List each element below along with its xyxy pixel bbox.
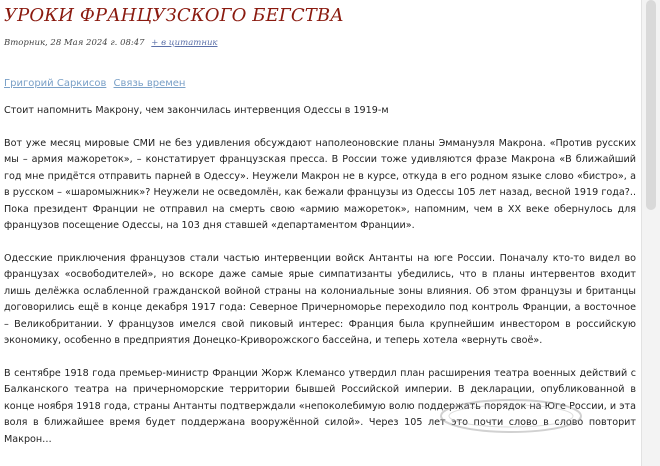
vertical-scrollbar[interactable]	[641, 0, 660, 466]
author-line	[4, 78, 185, 89]
post-title: УРОКИ ФРАНЦУЗСКОГО БЕГСТВА	[4, 5, 344, 26]
column-link[interactable]: Связь времен	[113, 78, 186, 89]
article-paragraph: В сентябре 1918 года премьер-министр Франции Жорж Клемансо утвердил план расширения театра военных действий с Балканского театра на причерноморские территории бывшей Российской империи. В декларации, опубликованной в конце ноября 1918 года, страны Антанты подтверждали «непоколебимую волю поддержать порядок на Юге России, и эта воля в ближайшее время будет поддержана вооружённой силой». Через 105 лет это почти слово в слово повторит Макрон…	[4, 367, 636, 445]
add-to-quotes-link[interactable]: + в цитатник	[151, 38, 218, 48]
scrollbar-thumb[interactable]	[646, 0, 656, 210]
article-paragraph: Одесские приключения французов стали частью интервенции войск Антанты на юге России. Поначалу кто-то видел во французах «освободителей», но вскоре даже самые ярые симпатизанты убедились, что в планы интервентов входит лишь делёжка ослабленной гражданской войной страны на колониальные зоны влияния. Об этом французы и британцы договорились ещё в конце декабря 1917 года: Северное Причерноморье переходило под контроль Франции, а восточное – Великобритании. У французов имелся свой пиковый интерес: Франция была крупнейшим инвестором в российскую экономику, особенно в предприятия Донецко-Криворожского бассейна, и теперь хотела «вернуть своё».	[4, 252, 636, 346]
article-lead: Стоит напомнить Макрону, чем закончилась интервенция Одессы в 1919-м	[4, 105, 389, 116]
article-paragraph: Вот уже месяц мировые СМИ не без удивления обсуждают наполеоновские планы Эммануэля Макрона. «Против русских мы – армия мажореток», – констатирует французская пресса. В России тоже удивляются фразе Макрона «В ближайший год мне придётся отправить парней в Одессу». Неужели Макрон не в курсе, откуда в его родном языке слово «бистро», а в русском – «шаромыжник»? Неужели не осведомлён, как бежали французы из Одессы 105 лет назад, весной 1919 года?.. Пока президент Франции не отправил на смерть свою «армию мажореток», напомним, чем в XX веке обернулось для французов посещение Одессы, на 103 дня ставшей «департаментом Франции».	[4, 137, 636, 231]
article-body	[4, 103, 636, 464]
author-link[interactable]: Григорий Саркисов	[4, 78, 107, 89]
post-date: Вторник, 28 Мая 2024 г. 08:47	[4, 38, 145, 48]
post-meta	[4, 38, 218, 48]
